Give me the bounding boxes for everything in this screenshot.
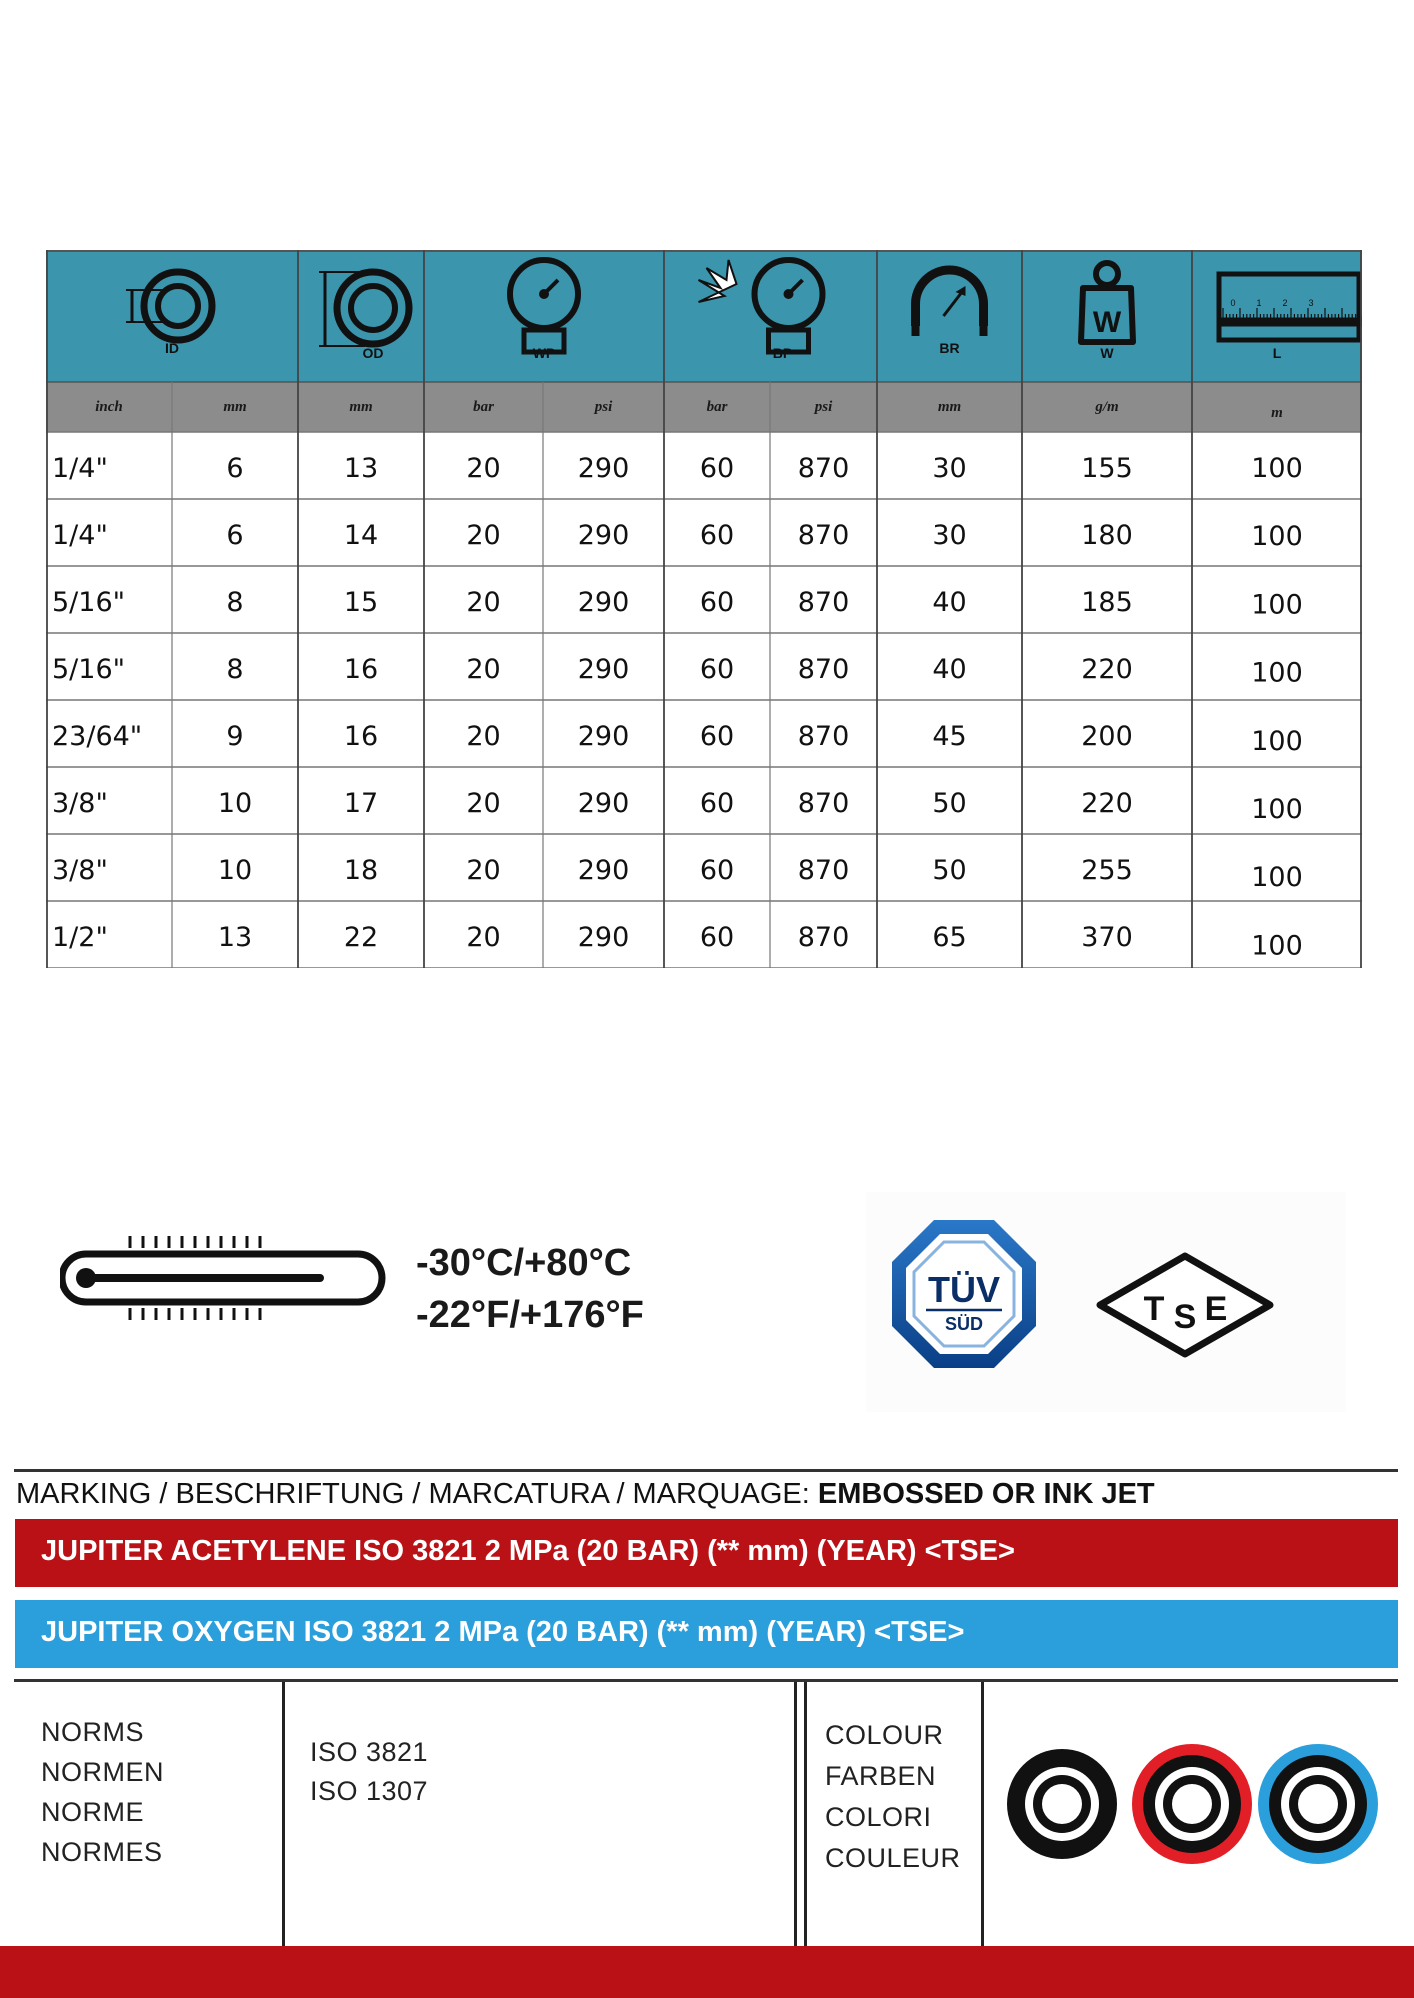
table-cell: 870: [797, 587, 850, 618]
acetylene-marking-band: JUPITER ACETYLENE ISO 3821 2 MPa (20 BAR) (** mm) (YEAR) <TSE>: [15, 1519, 1398, 1587]
norms-label: NORMES: [41, 1837, 163, 1867]
table-cell: 8: [226, 654, 244, 685]
table-cell: 870: [797, 922, 850, 953]
table-cell: 5/16": [52, 654, 126, 685]
colour-swatches: [1004, 1743, 1384, 1869]
table-cell: 50: [932, 788, 967, 819]
unit-label: g/m: [1095, 399, 1119, 415]
table-cell: 50: [932, 855, 967, 886]
table-cell: 870: [797, 788, 850, 819]
table-cell: 14: [343, 520, 379, 551]
table-cell: 290: [577, 788, 630, 819]
red-ring-icon: [1132, 1744, 1252, 1864]
table-cell: 20: [466, 453, 501, 484]
table-cell: 290: [577, 654, 630, 685]
colour-label: COLORI: [825, 1802, 932, 1832]
table-cell: 1/4": [52, 520, 108, 551]
svg-text:SÜD: SÜD: [944, 1314, 984, 1334]
table-cell: 10: [217, 855, 253, 886]
table-cell: 200: [1081, 721, 1133, 752]
table-cell: 60: [699, 587, 735, 618]
unit-label: m: [1271, 405, 1283, 421]
header-label: ID: [165, 340, 179, 356]
divider: [794, 1682, 797, 1948]
table-cell: 22: [343, 922, 379, 953]
svg-text:E: E: [1204, 1290, 1228, 1328]
header-label: WP: [532, 345, 556, 361]
tuv-sud-logo: [890, 1218, 1038, 1370]
table-cell: 3/8": [52, 855, 108, 886]
table-cell: 18: [343, 855, 379, 886]
table-cell: 60: [699, 520, 735, 551]
table-cell: 180: [1081, 520, 1133, 551]
unit-label: mm: [223, 399, 247, 415]
header-label: OD: [362, 345, 384, 361]
table-cell: 290: [577, 520, 630, 551]
table-cell: 60: [699, 788, 735, 819]
divider: [14, 1679, 1398, 1682]
table-cell: 5/16": [52, 587, 126, 618]
table-cell: 290: [577, 855, 630, 886]
table-cell: 100: [1251, 589, 1303, 621]
table-cell: 100: [1251, 862, 1303, 894]
marking-value: EMBOSSED OR INK JET: [817, 1478, 1155, 1510]
table-cell: 45: [932, 721, 967, 752]
table-cell: 100: [1251, 930, 1303, 962]
table-cell: 60: [699, 654, 735, 685]
svg-text:TÜV: TÜV: [928, 1269, 1000, 1310]
table-cell: 20: [466, 788, 501, 819]
table-cell: 40: [932, 654, 967, 685]
table-cell: 185: [1081, 587, 1133, 618]
table-cell: 15: [343, 587, 379, 618]
unit-label: bar: [706, 399, 728, 415]
blue-ring-icon: [1258, 1744, 1378, 1864]
table-cell: 23/64": [52, 721, 143, 752]
temperature-fahrenheit: -22°F/+176°F: [416, 1294, 644, 1336]
table-header-band: [46, 250, 1362, 382]
oxygen-marking-band: JUPITER OXYGEN ISO 3821 2 MPa (20 BAR) (** mm) (YEAR) <TSE>: [15, 1600, 1398, 1668]
divider: [14, 1469, 1398, 1472]
table-cell: 60: [699, 855, 735, 886]
table-cell: 255: [1081, 855, 1133, 886]
colour-label: COLOUR: [825, 1720, 944, 1750]
colour-labels: [825, 1715, 961, 1879]
table-cell: 10: [217, 788, 253, 819]
header-label: BP: [772, 345, 793, 361]
table-cell: 100: [1251, 725, 1303, 757]
table-cell: 290: [577, 721, 630, 752]
svg-text:S: S: [1173, 1298, 1197, 1336]
norms-label: NORMS: [41, 1717, 144, 1747]
table-cell: 1/4": [52, 453, 108, 484]
table-cell: 30: [932, 453, 967, 484]
table-cell: 370: [1081, 922, 1133, 953]
header-label: BR: [939, 340, 960, 356]
colour-label: FARBEN: [825, 1761, 937, 1791]
table-cell: 20: [466, 520, 501, 551]
table-cell: 100: [1251, 521, 1303, 553]
table-cell: 155: [1081, 453, 1133, 484]
footer-bar: [0, 1946, 1414, 1998]
table-cell: 16: [343, 654, 379, 685]
norms-values: [310, 1733, 428, 1811]
colour-label: COULEUR: [825, 1843, 961, 1873]
norms-label: NORMEN: [41, 1757, 164, 1787]
temperature-celsius: -30°C/+80°C: [416, 1242, 632, 1284]
divider: [804, 1682, 807, 1948]
table-cell: 60: [699, 922, 735, 953]
unit-label: mm: [349, 399, 373, 415]
table-cell: 65: [932, 922, 967, 953]
table-cell: 20: [466, 721, 501, 752]
table-cell: 290: [577, 587, 630, 618]
table-cell: 220: [1081, 788, 1133, 819]
header-label: L: [1272, 345, 1282, 361]
table-cell: 100: [1251, 794, 1303, 825]
table-cell: 870: [797, 721, 850, 752]
norms-label: NORME: [41, 1797, 144, 1827]
norm-value: ISO 3821: [310, 1737, 429, 1767]
table-cell: 220: [1081, 654, 1133, 685]
table-cell: 1/2": [52, 922, 108, 953]
svg-text:T: T: [1143, 1290, 1165, 1328]
table-cell: 290: [577, 453, 630, 484]
table-cell: 40: [932, 587, 967, 618]
ruler-number: 2: [1282, 298, 1288, 308]
unit-label: mm: [937, 399, 962, 415]
marking-line: [16, 1478, 1155, 1511]
table-cell: 6: [226, 520, 244, 551]
divider: [282, 1682, 285, 1948]
table-cell: 870: [797, 520, 850, 551]
table-cell: 20: [466, 855, 501, 886]
table-cell: 8: [226, 587, 244, 618]
table-cell: 13: [343, 453, 379, 484]
norm-value: ISO 1307: [310, 1776, 429, 1806]
table-cell: 3/8": [52, 788, 108, 819]
unit-label: bar: [473, 399, 494, 415]
table-cell: 60: [699, 721, 735, 752]
norms-labels: [41, 1712, 164, 1872]
table-cell: 6: [226, 453, 244, 484]
ruler-number: 1: [1256, 298, 1262, 308]
marking-label: MARKING / BESCHRIFTUNG / MARCATURA / MARQUAGE:: [16, 1478, 818, 1510]
table-cell: 17: [343, 788, 379, 819]
weight-letter: W: [1092, 306, 1122, 339]
black-ring-icon: [1007, 1749, 1117, 1859]
tse-logo: [1094, 1250, 1276, 1360]
header-label: W: [1100, 345, 1114, 361]
table-cell: 290: [577, 922, 630, 953]
table-cell: 100: [1251, 453, 1303, 484]
unit-label: psi: [594, 399, 613, 415]
unit-label: psi: [814, 399, 833, 415]
thermometer-icon: [60, 1232, 390, 1324]
table-cell: 100: [1251, 657, 1303, 689]
table-cell: 9: [226, 721, 244, 752]
table-cell: 870: [797, 855, 850, 886]
divider: [981, 1682, 984, 1948]
spec-table: [46, 250, 1362, 968]
table-cell: 870: [797, 654, 850, 685]
table-cell: 30: [932, 520, 967, 551]
table-cell: 20: [466, 587, 501, 618]
table-cell: 20: [466, 654, 501, 685]
ruler-number: 0: [1230, 298, 1236, 308]
table-cell: 16: [343, 721, 379, 752]
table-cell: 60: [699, 453, 735, 484]
table-cell: 20: [466, 922, 501, 953]
table-cell: 870: [797, 453, 850, 484]
table-cell: 13: [217, 922, 253, 953]
unit-label: inch: [95, 399, 123, 415]
ruler-number: 3: [1308, 298, 1314, 308]
